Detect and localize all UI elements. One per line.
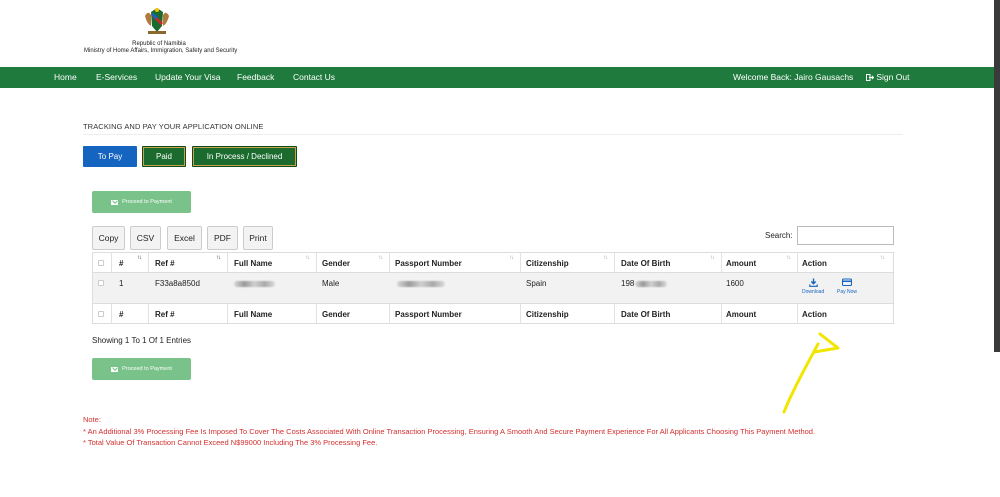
row-citizenship: Spain bbox=[526, 279, 547, 288]
sort-icon: ↑↓ bbox=[710, 255, 714, 261]
sort-icon: ↑↓ bbox=[603, 255, 607, 261]
foot-citizenship: Citizenship bbox=[526, 310, 569, 319]
table-header-row bbox=[93, 253, 893, 273]
applications-table bbox=[92, 252, 894, 324]
proceed-label: Proceed to Payment bbox=[122, 366, 172, 372]
row-dob-visible: 198 bbox=[621, 279, 635, 288]
page-title: TRACKING AND PAY YOUR APPLICATION ONLINE bbox=[83, 122, 264, 131]
nav-e-services[interactable]: E-Services bbox=[96, 72, 138, 82]
sort-icon: ↑↓ bbox=[216, 255, 220, 261]
table-footer-row bbox=[93, 304, 893, 324]
note-label: Note: bbox=[83, 415, 101, 424]
full-name-redacted bbox=[234, 281, 275, 287]
sort-icon: ↑↓ bbox=[378, 255, 382, 261]
col-amount[interactable]: Amount bbox=[726, 259, 757, 268]
col-citizenship[interactable]: Citizenship bbox=[526, 259, 569, 268]
col-action[interactable]: Action bbox=[802, 259, 827, 268]
col-gender[interactable]: Gender bbox=[322, 259, 351, 268]
col-index[interactable]: # bbox=[119, 259, 124, 268]
sign-out-icon bbox=[866, 74, 874, 81]
footer-checkbox[interactable] bbox=[98, 311, 104, 317]
entries-info: Showing 1 To 1 Of 1 Entries bbox=[92, 336, 192, 345]
row-amount: 1600 bbox=[726, 279, 744, 288]
row-gender: Male bbox=[322, 279, 340, 288]
sort-icon: ↑↓ bbox=[305, 255, 309, 261]
sign-out-link[interactable] bbox=[866, 72, 909, 82]
nav-update-visa[interactable]: Update Your Visa bbox=[155, 72, 221, 82]
download-icon bbox=[809, 278, 818, 287]
row-checkbox[interactable] bbox=[98, 280, 104, 286]
col-ref[interactable]: Ref # bbox=[155, 259, 175, 268]
site-header bbox=[0, 0, 1000, 67]
dob-redacted bbox=[635, 281, 667, 287]
foot-action: Action bbox=[802, 310, 827, 319]
note-line-2: * Total Value Of Transaction Cannot Exceed N$99000 Including The 3% Processing Fee. bbox=[83, 438, 378, 447]
foot-full-name: Full Name bbox=[234, 310, 273, 319]
col-full-name[interactable]: Full Name bbox=[234, 259, 273, 268]
copy-button[interactable]: Copy bbox=[92, 226, 125, 250]
select-all-checkbox[interactable] bbox=[98, 260, 104, 266]
page-scrollbar[interactable] bbox=[994, 0, 1000, 352]
envelope-icon bbox=[111, 200, 118, 205]
nav-home[interactable]: Home bbox=[54, 72, 77, 82]
main-nav bbox=[0, 67, 994, 88]
foot-ref: Ref # bbox=[155, 310, 175, 319]
sort-icon: ↑↓ bbox=[786, 255, 790, 261]
tab-paid[interactable]: Paid bbox=[142, 146, 186, 167]
download-label[interactable]: Download bbox=[802, 289, 825, 295]
row-ref: F33a8a850d bbox=[155, 279, 200, 288]
pdf-button[interactable]: PDF bbox=[207, 226, 238, 250]
org-line-2: Ministry of Home Affairs, Immigration, Safety and Security bbox=[84, 48, 238, 54]
sign-out-label[interactable]: Sign Out bbox=[876, 72, 910, 82]
annotation-arrow-icon bbox=[770, 326, 850, 422]
pay-now-action[interactable] bbox=[837, 278, 857, 295]
proceed-to-payment-button[interactable] bbox=[92, 191, 191, 213]
org-line-1: Republic of Namibia bbox=[132, 41, 186, 47]
proceed-label: Proceed to Payment bbox=[122, 199, 172, 205]
download-action[interactable] bbox=[802, 278, 824, 295]
search-input[interactable] bbox=[797, 226, 894, 245]
row-index: 1 bbox=[119, 279, 124, 288]
sort-icon: ↑↓ bbox=[137, 255, 141, 261]
col-passport[interactable]: Passport Number bbox=[395, 259, 462, 268]
foot-gender: Gender bbox=[322, 310, 351, 319]
coat-of-arms-icon bbox=[143, 6, 171, 36]
tab-in-process-declined[interactable]: In Process / Declined bbox=[192, 146, 297, 167]
csv-button[interactable]: CSV bbox=[130, 226, 161, 250]
search-label: Search: bbox=[765, 231, 793, 240]
foot-dob: Date Of Birth bbox=[621, 310, 671, 319]
foot-amount: Amount bbox=[726, 310, 757, 319]
nav-feedback[interactable]: Feedback bbox=[237, 72, 275, 82]
credit-card-icon bbox=[842, 278, 852, 287]
tab-to-pay[interactable]: To Pay bbox=[83, 146, 137, 167]
foot-passport: Passport Number bbox=[395, 310, 462, 319]
foot-index: # bbox=[119, 310, 124, 319]
envelope-icon bbox=[111, 367, 118, 372]
proceed-to-payment-button-bottom[interactable] bbox=[92, 358, 191, 380]
welcome-text: Welcome Back: Jairo Gausachs bbox=[733, 72, 854, 82]
table-row bbox=[93, 273, 893, 304]
print-button[interactable]: Print bbox=[243, 226, 273, 250]
sort-icon: ↑↓ bbox=[880, 255, 884, 261]
excel-button[interactable]: Excel bbox=[167, 226, 202, 250]
sort-icon: ↑↓ bbox=[509, 255, 513, 261]
heading-divider bbox=[83, 134, 903, 135]
passport-redacted bbox=[397, 281, 445, 287]
col-dob[interactable]: Date Of Birth bbox=[621, 259, 671, 268]
pay-now-label[interactable]: Pay Now bbox=[837, 289, 858, 295]
nav-contact-us[interactable]: Contact Us bbox=[293, 72, 336, 82]
note-line-1: * An Additional 3% Processing Fee Is Imposed To Cover The Costs Associated With Online Transaction Processing, Ensuring A Smooth And Secure Payment Experience For All Applicants Choosing This Payment Method. bbox=[83, 427, 816, 436]
